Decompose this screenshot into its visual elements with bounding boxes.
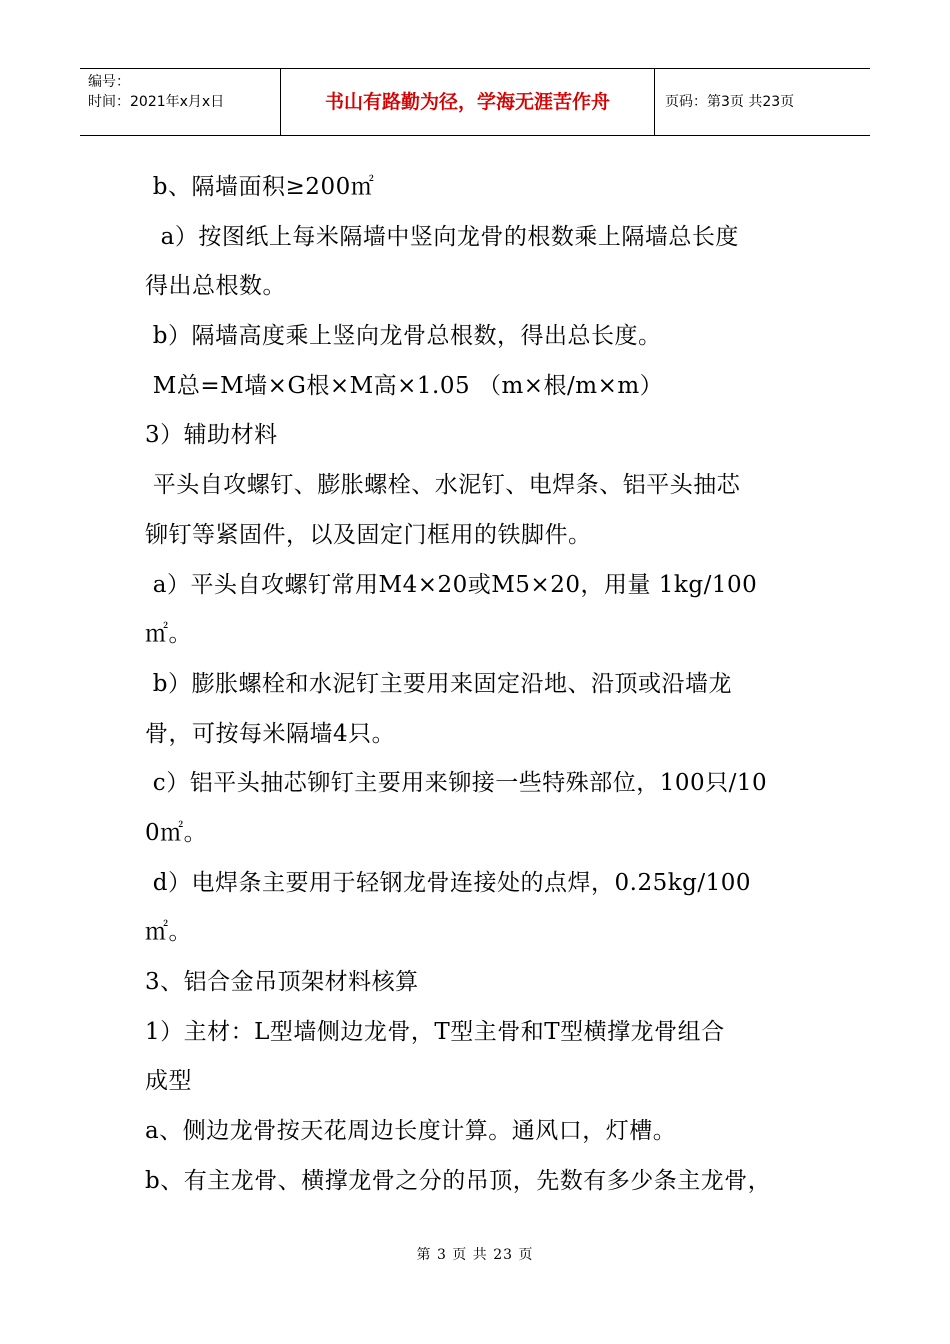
header-motto: 书山有路勤为径，学海无涯苦作舟 <box>281 69 655 135</box>
text-line: a）按图纸上每米隔墙中竖向龙骨的根数乘上隔墙总长度 <box>145 223 739 250</box>
header-meta <box>80 69 281 135</box>
text-line: b、隔墙面积≥200㎡ <box>145 174 375 200</box>
header-page-info: 页码：第3页 共23页 <box>665 94 795 110</box>
text-line: 得出总根数。 <box>145 273 286 300</box>
text-line: ㎡。 <box>145 919 192 946</box>
text-line: b、有主龙骨、横撑龙骨之分的吊顶，先数有多少条主龙骨， <box>145 1167 772 1194</box>
text-line: b）膨胀螺栓和水泥钉主要用来固定沿地、沿顶或沿墙龙 <box>145 670 733 697</box>
text-line: c）铝平头抽芯铆钉主要用来铆接一些特殊部位，100只/10 <box>145 770 768 797</box>
text-line: 1）主材：L型墙侧边龙骨，T型主骨和T型横撑龙骨组合 <box>145 1018 725 1045</box>
document-body <box>145 163 810 1206</box>
page-footer: 第 3 页 共 23 页 <box>416 1247 534 1263</box>
text-line: 骨，可按每米隔墙4只。 <box>145 720 396 747</box>
time-label: 时间：2021年x月x日 <box>88 94 225 110</box>
formula-line: M总=M墙×G根×M高×1.05 （m×根/m×m） <box>145 372 664 399</box>
text-line: a、侧边龙骨按天花周边长度计算。通风口，灯槽。 <box>145 1118 677 1145</box>
text-line: 铆钉等紧固件，以及固定门框用的铁脚件。 <box>145 521 592 548</box>
text-line: 0㎡。 <box>145 819 208 846</box>
text-line: d）电焊条主要用于轻钢龙骨连接处的点焊，0.25kg/100 <box>145 869 752 896</box>
number-label: 编号： <box>88 74 130 90</box>
section-heading: 3、铝合金吊顶架材料核算 <box>145 969 419 995</box>
text-line: b）隔墙高度乘上竖向龙骨总根数，得出总长度。 <box>145 323 662 350</box>
text-line: ㎡。 <box>145 621 192 648</box>
text-line: 成型 <box>145 1068 192 1095</box>
text-line: 平头自攻螺钉、膨胀螺栓、水泥钉、电焊条、铝平头抽芯 <box>145 472 741 499</box>
section-heading: 3）辅助材料 <box>145 422 278 449</box>
page-header <box>80 68 870 136</box>
text-line: a）平头自攻螺钉常用M4×20或M5×20，用量 1kg/100 <box>145 571 758 598</box>
